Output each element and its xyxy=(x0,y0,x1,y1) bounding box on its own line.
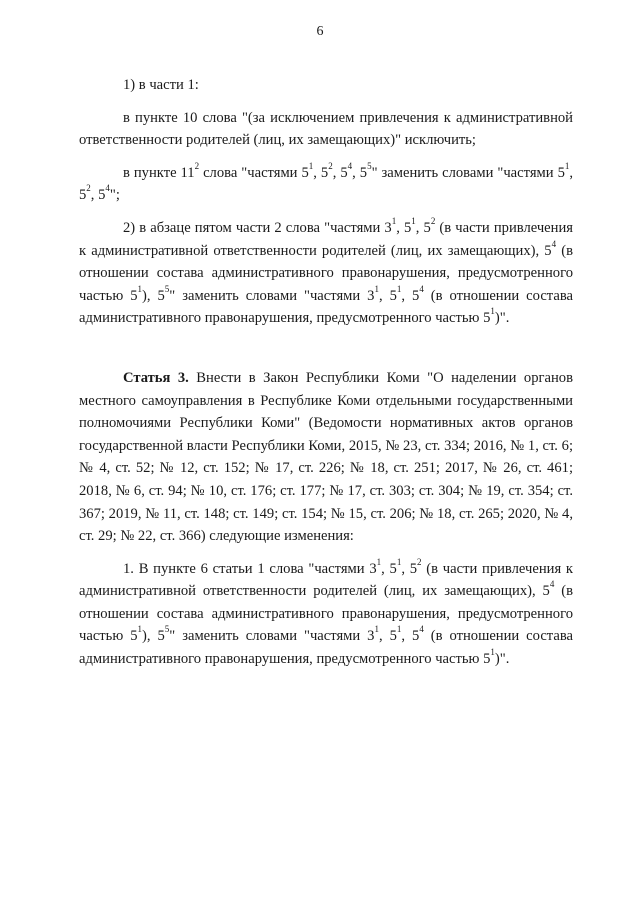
text-run: , 5 xyxy=(332,164,348,181)
superscript: 1 xyxy=(374,624,379,635)
superscript: 4 xyxy=(419,624,424,635)
superscript: 2 xyxy=(430,215,436,226)
superscript: 1 xyxy=(376,556,382,567)
text-run: , 5 xyxy=(401,287,420,304)
superscript: 1 xyxy=(411,215,416,226)
superscript: 4 xyxy=(549,579,555,590)
text-run: , 5 xyxy=(90,187,106,204)
superscript: 5 xyxy=(164,624,170,635)
superscript: 2 xyxy=(194,160,200,171)
text-run: , 5 xyxy=(396,219,412,236)
text-run: ), 5 xyxy=(142,628,165,645)
paragraph-item-11-2 xyxy=(79,162,573,207)
superscript: 4 xyxy=(105,183,110,194)
text-run: , 5 xyxy=(79,164,574,204)
superscript: 4 xyxy=(347,160,353,171)
text-run: слова "частями 5 xyxy=(199,164,309,181)
paragraph-part-1 xyxy=(79,74,573,97)
text-run: , 5 xyxy=(352,164,368,181)
superscript: 1 xyxy=(396,283,402,294)
text-run: , 5 xyxy=(378,628,397,645)
text-run: , 5 xyxy=(381,560,397,577)
superscript: 1 xyxy=(564,160,570,171)
superscript: 2 xyxy=(328,160,333,171)
superscript: 1 xyxy=(137,283,142,294)
superscript: 4 xyxy=(551,238,557,249)
superscript: 5 xyxy=(367,160,372,171)
text-run: (в части привлечения к административной ответственности родителей (лиц, их замещающих), 5 xyxy=(79,219,573,259)
text-run: 1. В пункте 6 статьи 1 слова "частями 3 xyxy=(123,560,377,577)
text-run: (в отношении состава административного правонарушения, предусмотренного частью 5 xyxy=(79,242,573,304)
text-run: (в части привлечения к административной ответственности родителей (лиц, их замещающих), 5 xyxy=(79,560,574,600)
text-run: , 5 xyxy=(313,164,329,181)
text-run: , 5 xyxy=(415,219,431,236)
superscript: 1 xyxy=(374,283,379,294)
paragraph-item-10 xyxy=(79,107,573,152)
paragraph-part-2 xyxy=(79,217,573,330)
text-run: , 5 xyxy=(401,560,418,577)
text-run: )". xyxy=(494,310,510,327)
superscript: 1 xyxy=(396,624,402,635)
text-run: (в отношении состава административного правонарушения, предусмотренного частью 5 xyxy=(79,628,574,668)
text-run: )". xyxy=(494,651,510,668)
paragraph-text: Внести в Закон Республики Коми "О наделении органов местного самоуправления в Республике Коми отдельными государственными полномочиями Республики Коми" (Ведомости нормативных актов органов государственной власти Республики Коми, 2015, № 23, ст. 334; 2016, № 1, ст. 6; № 4, ст. 52; № 12, ст. 152; № 17, ст. 226; № 18, ст. 251; 2017, № 26, ст. 461; 2018, № 6, ст. 94; № 10, ст. 176; ст. 177; № 17, ст. 303; ст. 304; № 19, ст. 354; ст. 367; 2019, № 11, ст. 148; ст. 149; ст. 154; № 15, ст. 206; № 18, ст. 265; 2020, № 4, ст. 29; № 22, ст. 366) следующие изменения: xyxy=(79,369,573,545)
text-run: (в отношении состава административного правонарушения, предусмотренного частью 5 xyxy=(79,583,574,645)
text-run: , 5 xyxy=(378,287,397,304)
text-run: (в отношении состава административного правонарушения, предусмотренного частью 5 xyxy=(79,287,574,327)
text-run: ), 5 xyxy=(142,287,165,304)
superscript: 1 xyxy=(391,215,397,226)
superscript: 1 xyxy=(490,647,495,658)
text-run: "; xyxy=(109,187,120,204)
superscript: 1 xyxy=(308,160,314,171)
text-run: " заменить словами "частями 3 xyxy=(169,628,375,645)
text-run: " заменить словами "частями 5 xyxy=(371,164,565,181)
superscript: 5 xyxy=(164,283,170,294)
page-number: 6 xyxy=(316,24,324,39)
paragraph-text: 1) в части 1: xyxy=(123,77,199,93)
text-run: 2) в абзаце пятом части 2 слова "частями 3 xyxy=(123,219,392,236)
text-run: " заменить словами "частями 3 xyxy=(169,287,375,304)
superscript: 4 xyxy=(419,283,424,294)
superscript: 1 xyxy=(396,556,402,567)
paragraph-article-3 xyxy=(79,367,573,548)
superscript: 2 xyxy=(417,556,422,567)
paragraph-text: в пункте 10 слова "(за исключением привлечения к административной ответственности родителей (лиц, их замещающих)" исключить; xyxy=(79,109,573,149)
superscript: 1 xyxy=(490,306,495,317)
text-run: , 5 xyxy=(401,628,420,645)
article-label: Статья 3. xyxy=(123,369,189,386)
superscript: 2 xyxy=(86,183,91,194)
superscript: 1 xyxy=(137,624,142,635)
paragraph-change-1 xyxy=(79,558,573,671)
text-run: в пункте 11 xyxy=(123,164,195,181)
document-body xyxy=(79,74,573,671)
